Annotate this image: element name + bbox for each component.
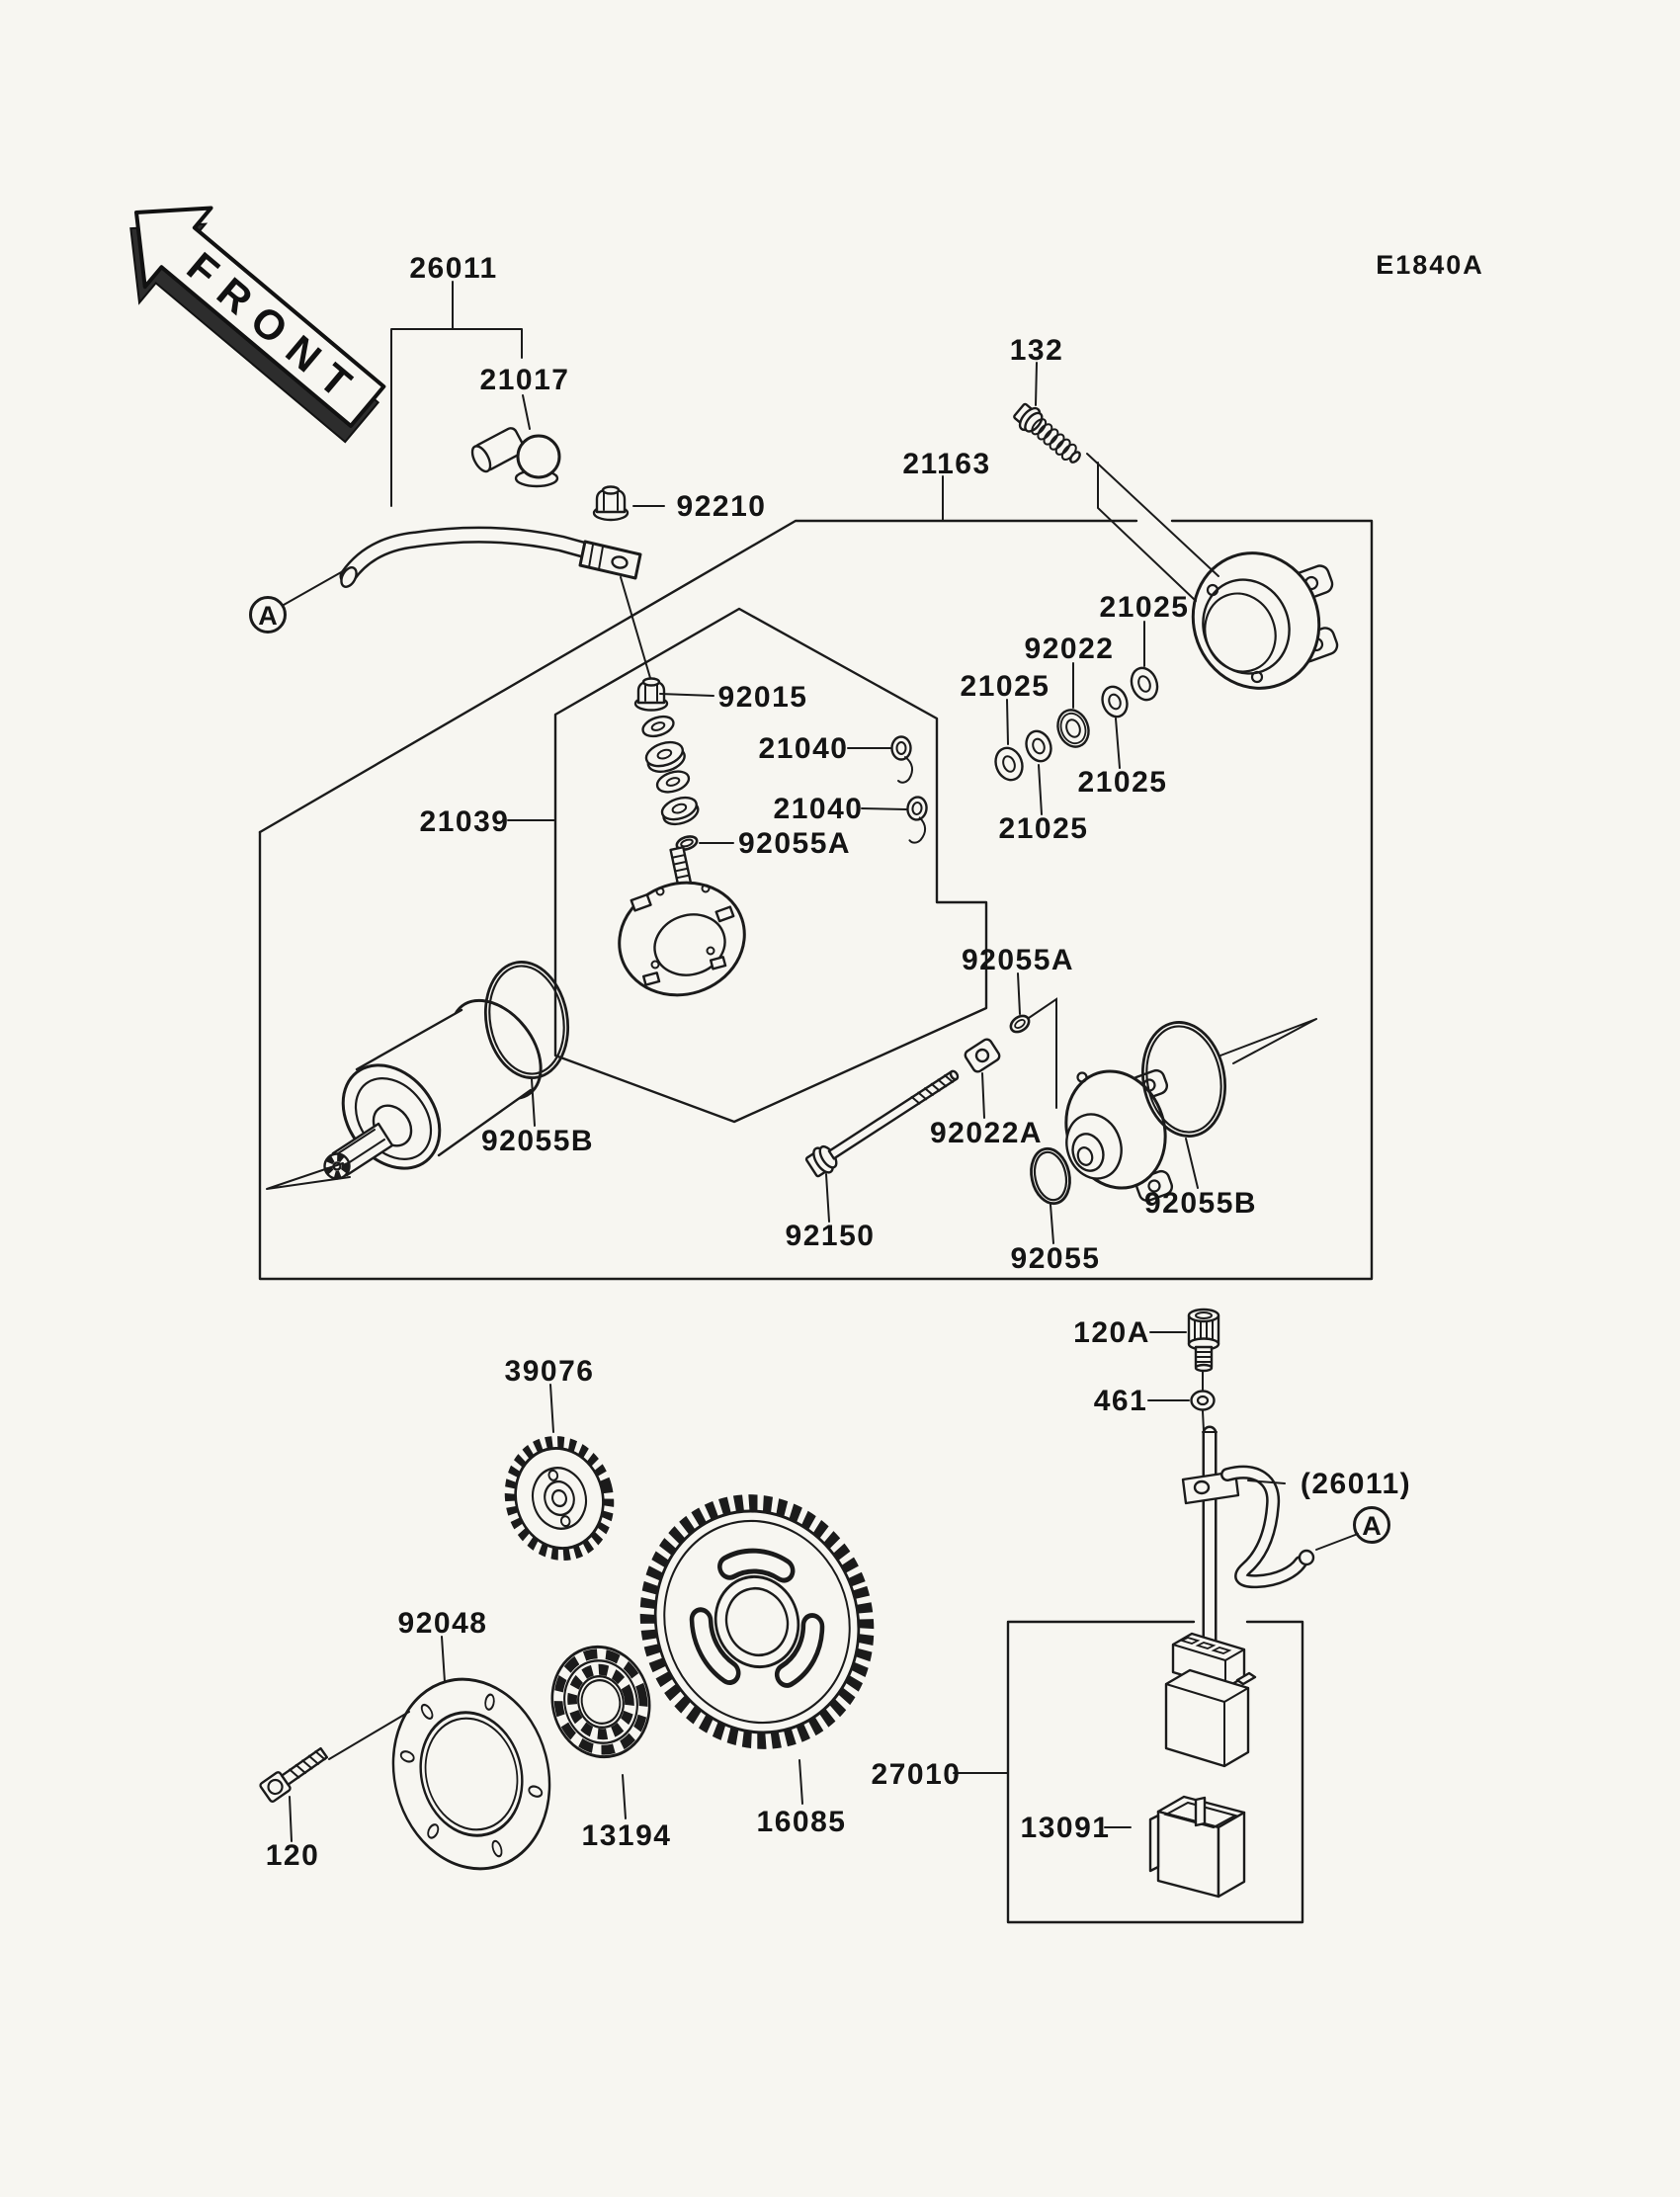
part-label-92055B: 92055B <box>480 1125 595 1157</box>
terminal-nut-92210 <box>594 487 628 521</box>
part-label-21025: 21025 <box>998 812 1089 845</box>
front-direction-arrow <box>93 173 404 462</box>
armature-assembly <box>267 983 559 1189</box>
view-marker-label: A <box>258 601 278 631</box>
part-label-92055: 92055 <box>1010 1242 1101 1275</box>
part-label-21040: 21040 <box>758 732 849 765</box>
part-label-92022: 92022 <box>1024 633 1115 665</box>
relay-box <box>1008 1622 1302 1922</box>
plate-bolt-120 <box>259 1744 330 1803</box>
part-label-26011: 26011 <box>409 252 498 285</box>
tab-washer-92022A <box>964 1038 1001 1073</box>
part-label-21025: 21025 <box>1077 766 1168 799</box>
starter-clutch-gear-16085 <box>617 1474 897 1770</box>
front-arrow-label: FRONT <box>178 243 372 416</box>
idler-gear-39076 <box>498 1431 621 1564</box>
view-marker-a-bottom <box>1355 1508 1389 1543</box>
part-label-27010: 27010 <box>871 1758 962 1791</box>
part-label-13091: 13091 <box>1020 1812 1111 1844</box>
part-label-39076: 39076 <box>504 1355 595 1388</box>
housing-screw-132 <box>1011 400 1218 601</box>
part-label-21163: 21163 <box>902 448 991 480</box>
part-label-92048: 92048 <box>397 1607 488 1640</box>
battery-cable <box>338 535 640 589</box>
starter-end-housing <box>1174 536 1339 707</box>
part-label-92022A: 92022A <box>929 1117 1044 1149</box>
terminal-washer-stack <box>640 713 701 827</box>
part-label-92210: 92210 <box>676 490 767 523</box>
leader-26011-bracket <box>284 282 664 678</box>
part-label-16085: 16085 <box>756 1806 847 1838</box>
part-label-132: 132 <box>1009 334 1064 367</box>
part-label-92055A: 92055A <box>961 944 1075 976</box>
part-label-92150: 92150 <box>785 1220 876 1252</box>
o-ring-92055A-lower <box>1008 999 1056 1108</box>
part-label-92055B: 92055B <box>1143 1187 1258 1220</box>
brush-spring-lower <box>903 796 930 844</box>
part-label-120: 120 <box>265 1839 320 1872</box>
part-label-21039: 21039 <box>419 805 510 838</box>
part-label-120A: 120A <box>1073 1316 1150 1349</box>
relay-screw-120A <box>1189 1310 1218 1371</box>
terminal-cap <box>468 426 559 486</box>
view-marker-a-top <box>251 598 286 633</box>
relay-holder-13091 <box>1150 1797 1244 1897</box>
part-label-26011-ref: (26011) <box>1300 1468 1412 1500</box>
part-label-92015: 92015 <box>717 681 808 714</box>
relay-strap <box>1183 1432 1238 1647</box>
part-label-92055A: 92055A <box>737 827 852 860</box>
brush-holder-plate <box>605 847 759 1011</box>
cable-lug <box>580 542 640 578</box>
washer-461 <box>1192 1392 1215 1410</box>
brush-spring-upper <box>892 737 913 783</box>
part-label-461: 461 <box>1093 1385 1148 1417</box>
part-label-13194: 13194 <box>581 1819 672 1852</box>
part-label-21025: 21025 <box>1099 591 1190 624</box>
direction-pointer-right <box>1220 1019 1316 1063</box>
starter-relay <box>1166 1634 1255 1766</box>
part-label-21040: 21040 <box>773 793 864 825</box>
view-marker-label: A <box>1362 1511 1382 1541</box>
retainer-plate-92048 <box>373 1661 570 1887</box>
part-label-21025: 21025 <box>960 670 1050 703</box>
one-way-clutch-13194 <box>541 1637 661 1767</box>
drawing-code: E1840A <box>1376 250 1484 280</box>
part-label-21017: 21017 <box>479 364 570 396</box>
